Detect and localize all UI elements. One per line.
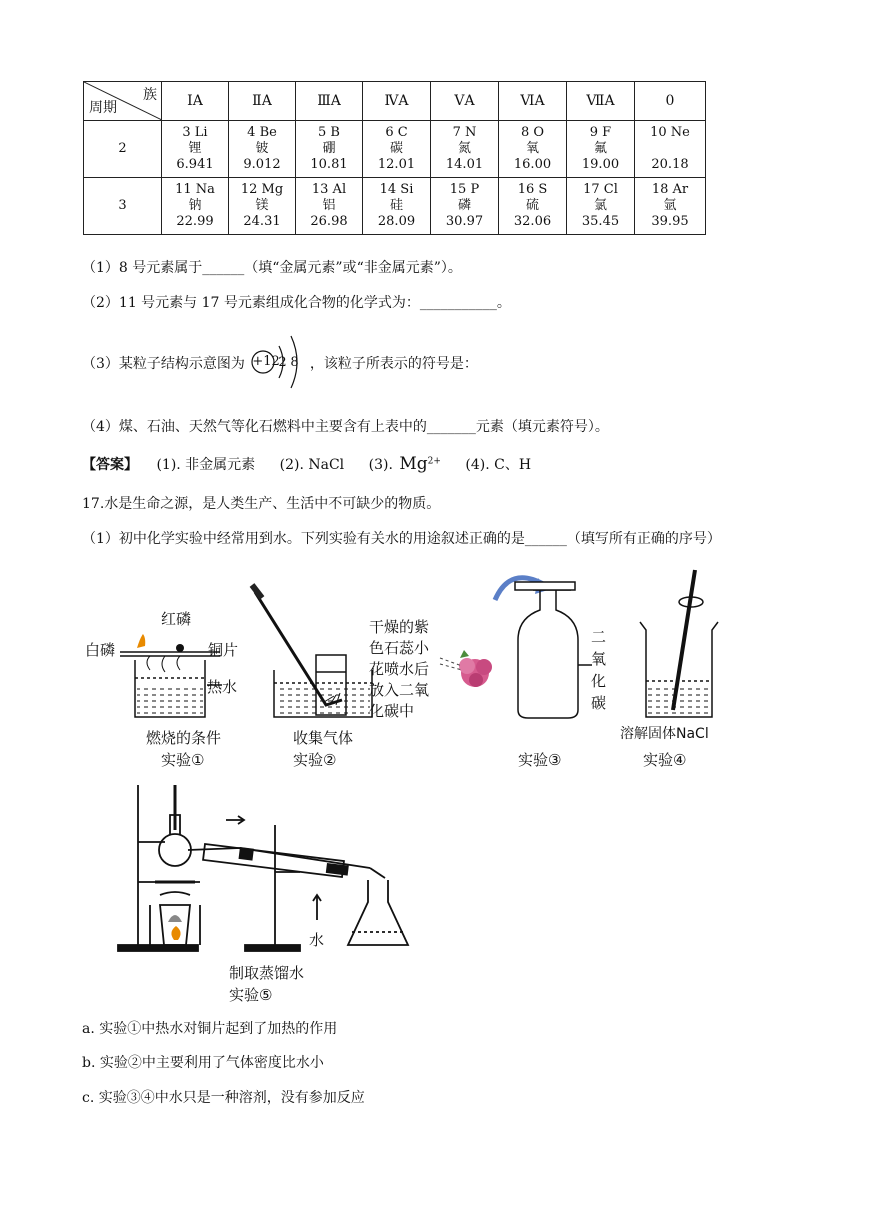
- question-17-title: 17.水是生命之源，是人类生产、生活中不可缺少的物质。: [82, 496, 441, 512]
- experiments-figure: [0, 560, 869, 1010]
- answer-line: [82, 454, 531, 474]
- table-row-period-3: [84, 178, 706, 235]
- question-17-part-1: （1）初中化学实验中经常用到水。下列实验有关水的用途叙述正确的是______（填写所有正确的序号）: [82, 531, 721, 547]
- group-header: ⅠA: [162, 82, 229, 121]
- exp3-number: 实验③: [518, 751, 562, 769]
- group-header: ⅦA: [567, 82, 635, 121]
- group-header: 0: [635, 82, 706, 121]
- exp5-caption: 制取蒸馏水: [229, 964, 305, 982]
- element-cell: 4 Be 铍 9.012: [229, 121, 296, 178]
- group-header: ⅥA: [499, 82, 567, 121]
- element-cell: 6 C 碳 12.01: [363, 121, 431, 178]
- question-1: （1）8 号元素属于______（填“金属元素”或“非金属元素”）。: [82, 260, 462, 276]
- atom-structure-diagram: [249, 354, 305, 374]
- element-cell: 3 Li 锂 6.941: [162, 121, 229, 178]
- option-b: b. 实验②中主要利用了气体密度比水小: [82, 1055, 324, 1071]
- group-header: ⅣA: [363, 82, 431, 121]
- element-cell: 8 O 氧 16.00: [499, 121, 567, 178]
- label-water-inlet: 水: [309, 931, 325, 949]
- exp5-number: 实验⑤: [229, 986, 273, 1004]
- element-cell: 17 Cl 氯 35.45: [567, 178, 635, 235]
- question-3-suffix: ，该粒子所表示的符号是：: [309, 356, 478, 372]
- option-c: c. 实验③④中水只是一种溶剂，没有参加反应: [82, 1090, 365, 1106]
- element-cell: 7 N 氮 14.01: [431, 121, 499, 178]
- exp1-number: 实验①: [161, 751, 205, 769]
- group-header: ⅡA: [229, 82, 296, 121]
- element-cell: 16 S 硫 32.06: [499, 178, 567, 235]
- element-cell: 18 Ar 氩 39.95: [635, 178, 706, 235]
- element-cell: 15 P 磷 30.97: [431, 178, 499, 235]
- element-cell: 14 Si 硅 28.09: [363, 178, 431, 235]
- exp4-number: 实验④: [643, 751, 687, 769]
- answer-2: (2). NaCl: [279, 457, 345, 473]
- period-number: 3: [84, 178, 162, 235]
- element-cell: 12 Mg 镁 24.31: [229, 178, 296, 235]
- exp2-number: 实验②: [293, 751, 337, 769]
- answer-3-charge: 2+: [427, 456, 441, 467]
- period-number: 2: [84, 121, 162, 178]
- question-2: （2）11 号元素与 17 号元素组成化合物的化学式为：___________。: [82, 295, 511, 311]
- label-copper-plate: 铜片: [208, 641, 239, 659]
- answer-1: (1). 非金属元素: [156, 457, 256, 473]
- apparatus-drawing: [0, 560, 869, 1010]
- question-3: [82, 353, 478, 374]
- element-cell: 11 Na 钠 22.99: [162, 178, 229, 235]
- element-cell: 5 B 硼 10.81: [296, 121, 363, 178]
- question-4: （4）煤、石油、天然气等化石燃料中主要含有上表中的_______元素（填元素符号）。: [82, 419, 609, 435]
- answer-label: 【答案】: [82, 457, 138, 473]
- group-header: ⅤA: [431, 82, 499, 121]
- shell-2-electrons: 8: [290, 355, 299, 370]
- element-cell: 10 Ne 20.18: [635, 121, 706, 178]
- period-header-label: 周期: [89, 100, 117, 116]
- table-row-period-2: [84, 121, 706, 178]
- exp4-caption: 溶解固体NaCl: [620, 726, 709, 742]
- group-header-label: 族: [143, 87, 157, 103]
- option-a: a. 实验①中热水对铜片起到了加热的作用: [82, 1021, 338, 1037]
- table-corner-cell: [84, 82, 162, 121]
- label-white-phosphorus: 白磷: [85, 641, 116, 659]
- nucleus-charge: +12: [252, 354, 280, 369]
- answer-4: (4). C、H: [465, 457, 532, 473]
- exp3-description: 干燥的紫 色石蕊小 花喷水后 放入二氧 化碳中: [369, 618, 430, 720]
- label-red-phosphorus: 红磷: [161, 610, 192, 628]
- element-cell: 9 F 氟 19.00: [567, 121, 635, 178]
- answer-3-label: (3).: [368, 457, 393, 473]
- question-3-prefix: （3）某粒子结构示意图为: [82, 356, 245, 372]
- shell-1-electrons: 2: [278, 355, 287, 370]
- label-hot-water: 热水: [207, 678, 238, 696]
- element-cell: 13 Al 铝 26.98: [296, 178, 363, 235]
- periodic-table: [83, 81, 706, 235]
- answer-3-symbol: Mg: [399, 454, 428, 474]
- exp1-caption: 燃烧的条件: [146, 729, 222, 747]
- label-carbon-dioxide: 二 氧 化 碳: [591, 628, 607, 712]
- group-header: ⅢA: [296, 82, 363, 121]
- exp2-caption: 收集气体: [293, 729, 354, 747]
